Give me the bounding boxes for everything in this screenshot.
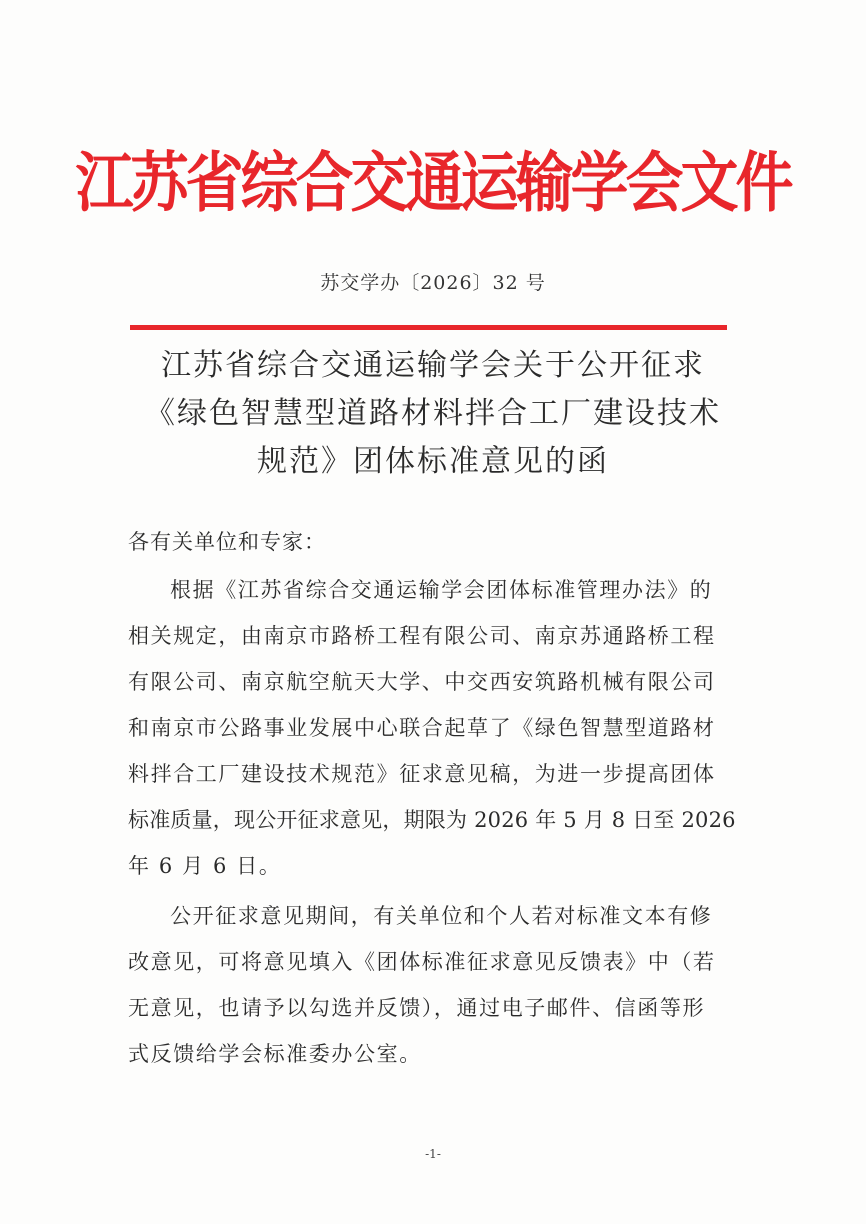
body-line: 式反馈给学会标准委办公室。: [128, 1042, 422, 1066]
document-number: 苏交学办〔2026〕32 号: [320, 272, 546, 294]
body-line: 公开征求意见期间，有关单位和个人若对标准文本有修: [170, 904, 713, 928]
subject-line: 江苏省综合交通运输学会关于公开征求: [161, 348, 705, 383]
body-line: 改意见，可将意见填入《团体标准征求意见反馈表》中（若: [128, 950, 716, 974]
red-divider-line: [130, 325, 727, 330]
subject-line: 《绿色智慧型道路材料拌合工厂建设技术: [145, 396, 721, 431]
body-line: 根据《江苏省综合交通运输学会团体标准管理办法》的: [170, 578, 713, 602]
body-line: 标准质量，现公开征求意见，期限为 2026 年 5 月 8 日至 2026: [128, 808, 736, 832]
body-line: 年 6 月 6 日。: [128, 854, 282, 878]
body-line: 料拌合工厂建设技术规范》征求意见稿，为进一步提高团体: [128, 762, 716, 786]
salutation: 各有关单位和专家：: [128, 530, 326, 554]
body-line: 相关规定，由南京市路桥工程有限公司、南京苏通路桥工程: [128, 624, 716, 648]
page-number: -1-: [425, 1147, 441, 1161]
document-header-title: 江苏省综合交通运输学会文件: [75, 144, 791, 221]
body-line: 无意见，也请予以勾选并反馈），通过电子邮件、信函等形: [128, 996, 706, 1020]
body-line: 和南京市公路事业发展中心联合起草了《绿色智慧型道路材: [128, 716, 716, 740]
document-subject: [0, 342, 866, 486]
body-line: 有限公司、南京航空航天大学、中交西安筑路机械有限公司: [128, 670, 716, 694]
subject-line: 规范》团体标准意见的函: [257, 444, 609, 479]
